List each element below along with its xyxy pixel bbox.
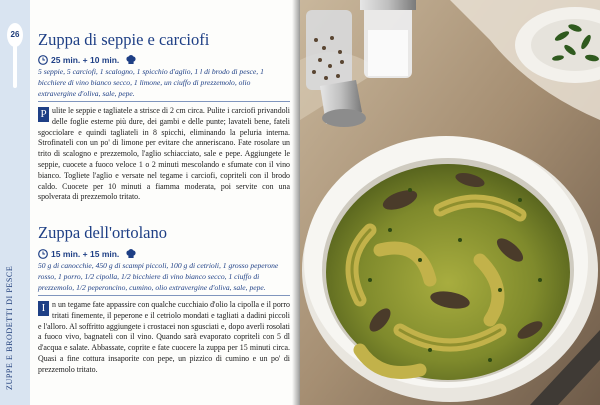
soup-photo [300,0,600,405]
cook-time: + 10 min. [82,55,120,65]
recipe-title: Zuppa dell'ortolano [38,223,167,242]
method-text: ulite le seppie e tagliatele a strisce di 2 cm circa. Pulite i carciofi privandoli delle foglie esterne più dure, dei gambi e delle punte; lavateli bene, fateli sgocciolare e quindi tagliateli in 8 spicchi, eliminando la peluria interna. Strofinateli con un po' di limone per evitare che anneriscano. Fate rosolare un trito di scalogno e prezzemolo, l'aglio schiacciato, sale e pepe. Aggiungete le seppie, cuocete a fuoco veloce 1 o 2 minuti mescolando e sfumate con il vino bianco. Togliete l'aglio e versate nel tegame i carciofi, copriteli con il brodo caldo. Cuocete per 10 minuti a fiamma moderata, poi servite con una spolverata di prezzemolo tritato. [38,106,290,202]
clock-icon [38,55,48,65]
recipe-times [38,249,137,261]
recipe-title: Zuppa di seppie e carciofi [38,30,210,49]
drop-cap: I [38,301,49,316]
chef-hat-icon [125,249,137,259]
divider [38,295,290,296]
cook-time: + 15 min. [82,249,120,259]
page-sidebar [0,0,30,405]
section-title: ZUPPE E BRODETTI DI PESCE [5,265,14,390]
prep-time: 25 min. [51,55,81,65]
method-text: n un tegame fate appassire con qualche cucchiaio d'olio la cipolla e il porro tritati finemente, il peperone e il cetriolo mondati e tagliati a dadini piccoli e l'alloro. Al soffritto aggiungete i crostacei non sgusciati e, dopo averli rosolati a fuoco vivo, bagnateli con il vino. Quando sarà evaporato copriteli con 5 dl d'acqua e salate. Abbassate, coprite e fate cuocere la zuppa per 15 minuti circa. Quasi a fine cottura insaporite con pepe, un pizzico di cumino e un po' di prezzemolo tritato. [38,300,290,374]
drop-cap: P [38,107,49,122]
clock-icon [38,249,48,259]
ingredients-list: 5 seppie, 5 carciofi, 1 scalogno, 1 spicchio d'aglio, 1 l di brodo di pesce, 1 bicchiere di vino bianco secco, 1 limone, un ciuffo di prezzemolo, olio extravergine d'oliva, sale, pepe. [38,67,264,98]
recipe-times [38,55,137,67]
divider [38,101,290,102]
soup-bowl-image [300,0,600,405]
recipe-method [38,300,290,376]
prep-time: 15 min. [51,249,81,259]
ingredients-list: 50 g di canocchie, 450 g di scampi piccoli, 100 g di cetrioli, 1 grosso peperone rosso, 1 porro, 1/2 cipolla, 1/2 bicchiere di vino bianco secco, 1 ciuffo di prezzemolo, 1/2 peperoncino, cumino, olio extravergine d'oliva, sale, pepe. [38,261,279,292]
recipe-method [38,106,290,203]
page-number: 26 [10,30,20,39]
chef-hat-icon [125,55,137,65]
